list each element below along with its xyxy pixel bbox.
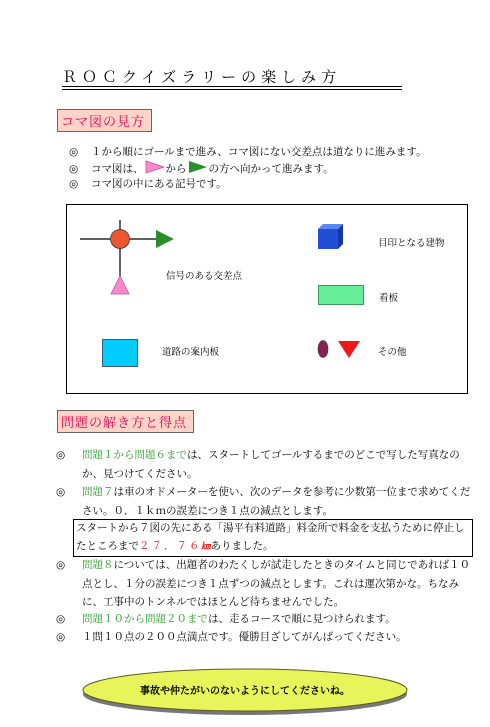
other-symbols-icon [316, 336, 366, 362]
question-range-link: 問題８ [82, 559, 114, 571]
section-heading-scoring: 問題の解き方と得点 [57, 410, 194, 433]
bullet-mark: ◎ [69, 178, 79, 190]
question-range-link: 問題１から問題６まで [82, 449, 187, 461]
intersection-label: 信号のある交差点 [166, 271, 243, 282]
intersection-symbol-icon [80, 220, 180, 300]
other-label: その他 [378, 347, 407, 358]
scoring-item-q10-20 [56, 610, 474, 629]
bullet-text: コマ図の中にある記号です。 [91, 178, 227, 190]
scoring-item-q8 [56, 556, 474, 612]
question-range-link: 問題７ [82, 486, 114, 498]
bullet-item-1 [69, 144, 427, 160]
bullet-mark: ◎ [69, 146, 79, 158]
q7-box-text-1: スタートから７図の先にある「湯平有料道路」料金所で料金を支払うために停止したところまで [76, 522, 465, 552]
pink-start-arrow-icon [144, 160, 166, 174]
road-sign-label: 道路の案内板 [162, 347, 220, 358]
question-text: １問１０点の２００点満点です。優勝目ざしてがんばってください。 [82, 631, 407, 643]
bullet-text: コマ図は、 [91, 163, 144, 175]
bullet-item-2 [69, 160, 334, 177]
question-text: については、出題者のわたくしが試走したときのタイムと同じであれば１０点とし、１分の誤差につき１点ずつの減点とします。これは運次第かな。ちなみに、工事中のトンネルではほとんど待ちませんでした。 [82, 559, 471, 608]
q7-box-text-2: ありました。 [210, 539, 274, 552]
q7-distance-unit: ㎞ [201, 541, 211, 552]
question-text: は、スタートしてゴールするまでのどこで写した写真なのか、見つけてください。 [82, 449, 460, 480]
title-underline [62, 86, 402, 87]
bullet-mark: ◎ [56, 559, 66, 571]
bullet-mark: ◎ [56, 613, 66, 625]
footer-ellipse-banner [80, 667, 410, 717]
question-text: は、走るコースで順に見つけられます。 [208, 613, 396, 625]
footer-message: 事故や仲たがいのないようにしてくださいね。 [140, 686, 350, 697]
bullet-text-mid: から [165, 163, 187, 175]
bullet-mark: ◎ [56, 631, 66, 643]
title-underline-2 [62, 89, 402, 90]
signboard-label: 看板 [379, 293, 399, 304]
scoring-item-total [56, 628, 474, 647]
bullet-mark: ◎ [56, 486, 66, 498]
page-title: ＲＯＣクイズラリーの楽しみ方 [62, 68, 342, 86]
road-sign-symbol-icon [102, 339, 138, 367]
bullet-item-3 [69, 176, 227, 192]
question-text: は車のオドメーターを使い、次のデータを参考に少数第一位まで求めてください。０．１ｋｍの誤差につき１点の減点とします。 [82, 486, 471, 517]
bullet-mark: ◎ [56, 449, 66, 461]
bullet-text: １から順にゴールまで進み、コマ図にない交差点は道なりに進みます。 [91, 146, 427, 158]
q7-data-box [73, 519, 473, 557]
green-direction-arrow-icon [187, 160, 209, 174]
landmark-label: 目印となる建物 [378, 238, 445, 249]
question-range-link: 問題１０から問題２０まで [82, 613, 208, 625]
bullet-text-end: の方へ向かって進みます。 [208, 163, 334, 175]
signboard-symbol-icon [318, 285, 364, 305]
bullet-mark: ◎ [69, 163, 79, 175]
scoring-item-q7 [56, 483, 474, 520]
landmark-building-icon [316, 222, 346, 252]
q7-distance-value: ２７．７６ [139, 539, 202, 552]
section-heading-koma: コマ図の見方 [57, 109, 152, 132]
scoring-item-q1-6 [56, 446, 474, 483]
